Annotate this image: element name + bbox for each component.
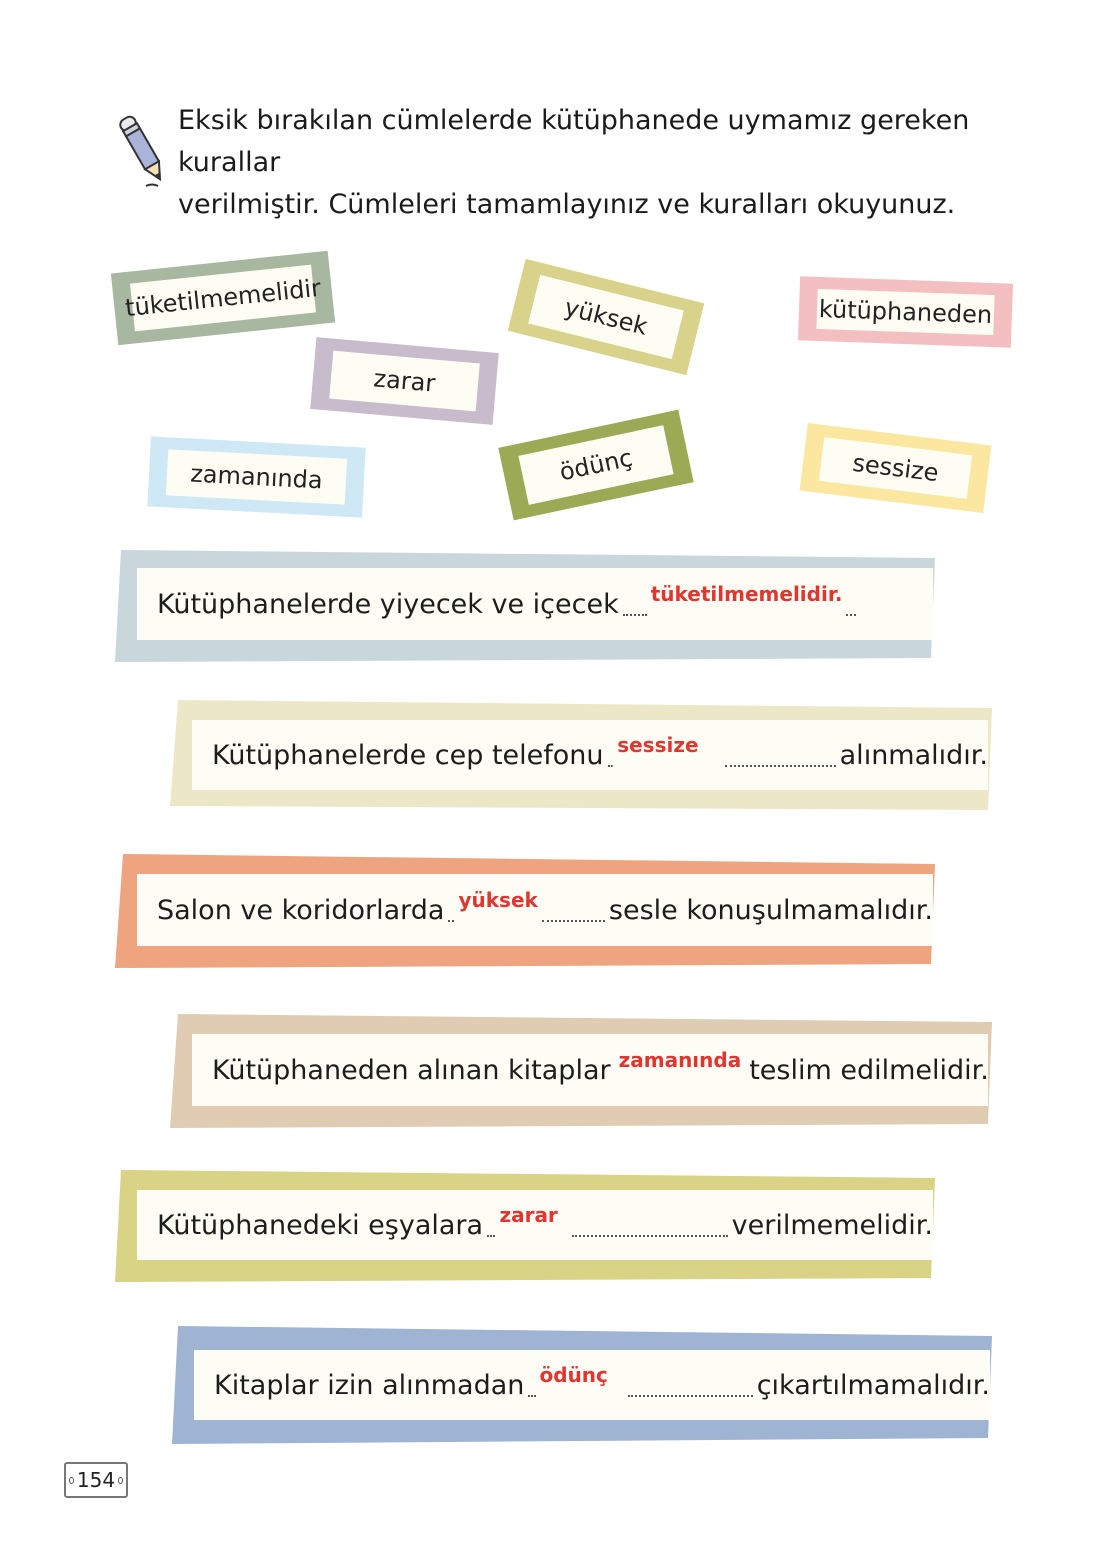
sentence-answer: zarar xyxy=(499,1203,558,1227)
sentence-before: Salon ve koridorlarda xyxy=(157,894,445,926)
sentence-answer: yüksek xyxy=(458,888,538,912)
sentence-strip xyxy=(170,700,992,812)
sentence-after: sesle konuşulmamalıdır. xyxy=(608,894,933,926)
page-number xyxy=(64,1462,128,1498)
word-card-text: sessize xyxy=(819,437,972,499)
sentence-strip xyxy=(115,548,937,664)
sentence-before: Kütüphanelerde cep telefonu xyxy=(212,739,604,771)
word-card-text: yüksek xyxy=(528,275,684,359)
sentence-answer: tüketilmemelidir. xyxy=(650,582,843,606)
instruction-line-1: Eksik bırakılan cümlelerde kütüphanede uymamız gereken kurallar xyxy=(178,105,970,178)
word-card xyxy=(798,276,1013,347)
sentence-after: çıkartılmamalıdır. xyxy=(756,1369,990,1401)
sentence-after: teslim edilmelidir. xyxy=(749,1054,989,1086)
page-number-text: 154 xyxy=(76,1468,116,1492)
word-card xyxy=(147,436,365,517)
sentence-strip xyxy=(115,1168,937,1284)
sentence-after: verilmemelidir. xyxy=(731,1209,933,1241)
word-card xyxy=(498,410,693,521)
word-card-text: tüketilmemelidir xyxy=(130,265,316,332)
sentence-strip xyxy=(170,1012,992,1128)
word-card xyxy=(508,259,704,375)
word-card-text: ödünç xyxy=(518,425,673,505)
word-card xyxy=(800,423,992,513)
sentence-before: Kitaplar izin alınmadan xyxy=(214,1369,525,1401)
sentence-strip xyxy=(115,852,937,970)
instruction-line-2: verilmiştir. Cümleleri tamamlayınız ve kuralları okuyunuz. xyxy=(178,189,956,220)
sentence-before: Kütüphaneden alınan kitaplar xyxy=(212,1054,611,1086)
sentence-answer: ödünç xyxy=(539,1363,608,1387)
sentence-after: alınmalıdır. xyxy=(839,739,988,771)
sentence-before: Kütüphanedeki eşyalara xyxy=(157,1209,484,1241)
word-card-text: kütüphaneden xyxy=(816,289,994,335)
word-card xyxy=(111,251,335,345)
sentence-answer: sessize xyxy=(617,733,699,757)
word-card xyxy=(310,337,499,425)
word-card-text: zarar xyxy=(329,351,480,412)
sentence-answer: zamanında xyxy=(618,1048,742,1072)
instruction-text xyxy=(178,100,1038,226)
sentence-strip xyxy=(172,1326,992,1444)
sentence-before: Kütüphanelerde yiyecek ve içecek xyxy=(157,588,619,620)
word-card-text: zamanında xyxy=(166,449,347,504)
pencil-icon xyxy=(112,108,172,190)
